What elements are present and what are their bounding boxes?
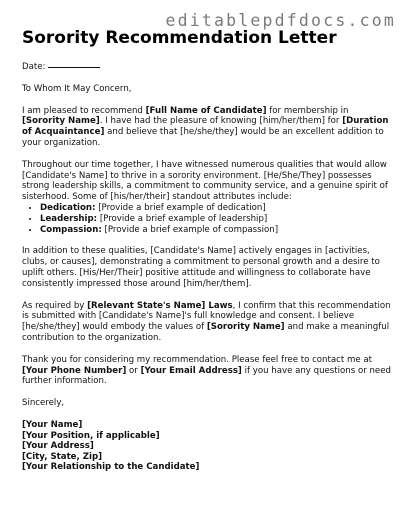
attribute-label: Leadership: xyxy=(40,213,98,224)
intro-text-4: and believe that [he/she/they] would be an excellent addition to your organization. xyxy=(22,127,384,148)
list-item xyxy=(40,203,392,214)
paragraph-activities: In addition to these qualities, [Candidate's Name] actively engages in [activities, clubs, or causes], demonstrating a commitment to personal growth and a desire to uplift others. [His/Her/Their] positive attitude and willingness to collaborate have consistently impressed those around [him/her/them]. xyxy=(22,246,380,289)
thanks-text-1: Thank you for considering my recommendation. Please feel free to contact me at xyxy=(22,354,372,365)
consent-text-1: As required by xyxy=(22,300,88,311)
attribute-text: [Provide a brief example of leadership] xyxy=(97,213,268,224)
paragraph-thanks xyxy=(22,355,392,387)
page-title: Sorority Recommendation Letter xyxy=(22,28,337,48)
date-label: Date: xyxy=(22,62,46,72)
signature-position: [Your Position, if applicable] xyxy=(22,430,160,441)
email-field: [Your Email Address] xyxy=(140,365,242,376)
paragraph-qualities: Throughout our time together, I have witnessed numerous qualities that would allow [Candidate's Name] to thrive in a sorority environment. [He/She/They] possesses strong leadership skills, a commitment to community service, and a genuine spirit of sisterhood. Some of [his/her/their] standout attributes include: xyxy=(22,159,388,203)
attributes-list xyxy=(22,203,392,235)
consent-text-3: and make a meaningful contribution to the organization. xyxy=(22,322,390,343)
watermark-text: editablepdfdocs.com xyxy=(165,11,396,30)
thanks-text-2: or xyxy=(126,365,141,376)
salutation: To Whom It May Concern, xyxy=(22,83,132,94)
signature-relationship: [Your Relationship to the Candidate] xyxy=(22,462,200,473)
paragraph-intro xyxy=(22,106,392,149)
attribute-text: [Provide a brief example of dedication] xyxy=(95,202,266,213)
signature-address: [Your Address] xyxy=(22,441,94,452)
duration-field: [Duration of Acquaintance] xyxy=(22,116,389,138)
state-laws-field: [Relevant State's Name] Laws xyxy=(87,300,233,311)
letter-page xyxy=(22,28,392,473)
signature-block xyxy=(22,420,392,473)
thanks-text-3: if you have any questions or need further information. xyxy=(22,365,391,387)
date-line xyxy=(22,62,392,73)
signature-city: [City, State, Zip] xyxy=(22,451,103,462)
attribute-label: Dedication: xyxy=(40,202,96,213)
sorority-name-field: [Sorority Name] xyxy=(22,116,100,127)
closing: Sincerely, xyxy=(22,398,65,409)
candidate-name-field: [Full Name of Candidate] xyxy=(145,105,267,116)
consent-text-2: , I confirm that this recommendation is submitted with [Candidate's Name]'s full knowledge and consent. I believe [he/she/they] would embody the values of xyxy=(22,300,391,333)
paragraph-consent xyxy=(22,301,392,344)
list-item xyxy=(40,214,392,225)
attribute-text: [Provide a brief example of compassion] xyxy=(101,224,279,235)
date-blank[interactable] xyxy=(48,67,100,68)
list-item xyxy=(40,225,392,236)
intro-text-3: . I have had the pleasure of knowing [him/her/them] for xyxy=(99,116,343,127)
signature-name: [Your Name] xyxy=(22,419,83,430)
sorority-name-field-2: [Sorority Name] xyxy=(206,322,285,333)
intro-text-1: I am pleased to recommend xyxy=(22,105,146,116)
intro-text-2: for membership in xyxy=(266,105,349,116)
attribute-label: Compassion: xyxy=(40,224,102,235)
phone-field: [Your Phone Number] xyxy=(22,365,127,376)
